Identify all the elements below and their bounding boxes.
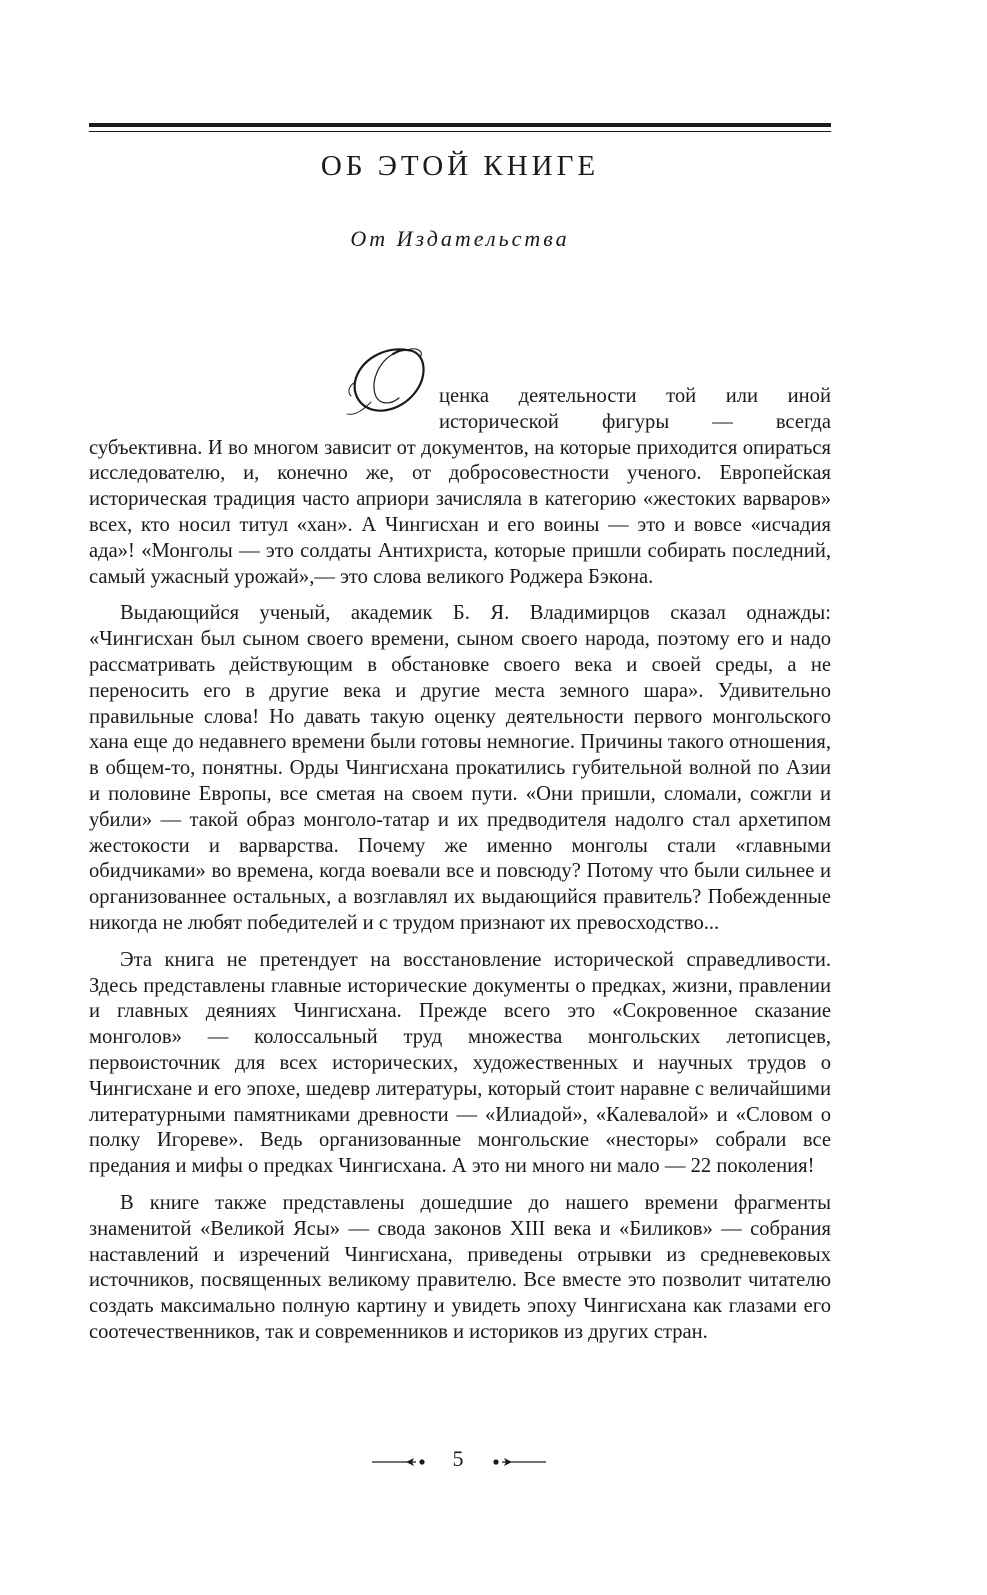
svg-text:О: О	[367, 347, 411, 413]
paragraph-1	[89, 347, 831, 590]
page-number: 5	[452, 1446, 464, 1471]
page-folio	[370, 1446, 550, 1476]
right-ornament-icon	[488, 1452, 548, 1472]
paragraph-3: Эта книга не претендует на восстановление исторической справедливости. Здесь представлены главные исторические документы о предках, жизни, правлении и главных деяниях Чингисхана. Прежде всего это «Сокровенное сказание монголов» — колоссальный труд множества монгольских летописцев, первоисточник для всех исторических, художественных и научных трудов о Чингисхане и его эпохе, шедевр литературы, который стоит наравне с величайшими литературными памятниками древности — «Илиадой», «Калевалой» и «Словом о полку Игореве». Ведь организованные монгольские «несторы» собрали все предания и мифы о предках Чингисхана. А это ни много ни мало — 22 поколения!	[89, 948, 831, 1178]
header-rule-thin	[89, 131, 831, 132]
drop-cap	[345, 344, 437, 418]
drop-cap-flourish-icon	[345, 344, 437, 418]
header-rule-thick	[89, 123, 831, 127]
paragraph-1-text: ценка деятельности той или иной исторической фигуры — всегда субъективна. И во многом зависит от документов, на которые приходится опираться исследователю, и, конечно же, от добросовестности ученого. Европейская историческая традиция часто априори зачисляла в категорию «жестоких варваров» всех, кто носил титул «хан». А Чингисхан и его воины — это и вовсе «исчадия ада»! «Монголы — это солдаты Антихриста, которые пришли собирать последний, самый ужасный урожай»,— это слова великого Роджера Бэкона.	[89, 385, 831, 588]
left-ornament-icon	[370, 1452, 430, 1472]
body-text	[89, 347, 831, 1357]
paragraph-2: Выдающийся ученый, академик Б. Я. Владимирцов сказал однажды: «Чингисхан был сыном своего времени, сыном своего народа, поэтому его и надо рассматривать действующим в обстановке своего века и своей среды, а не переносить его в другие века и другие места земного шара». Удивительно правильные слова! Но давать такую оценку деятельности первого монгольского хана еще до недавнего времени были готовы немногие. Причины такого отношения, в общем-то, понятны. Орды Чингисхана прокатились губительной волной по Азии и половине Европы, все сметая на своем пути. «Они пришли, сломали, сожгли и убили» — такой образ монголо-татар и их предводителя надолго стал архетипом жестокости и варварства. Почему же именно монголы стали «главными обидчиками» во времена, когда воевали все и повсюду? Потому что были сильнее и организованнее остальных, а возглавлял их выдающийся правитель? Побежденные никогда не любят победителей и с трудом признают их превосходство...	[89, 602, 831, 934]
chapter-subtitle: От Издательства	[350, 226, 570, 251]
paragraph-4: В книге также представлены дошедшие до нашего времени фрагменты знаменитой «Великой Ясы» — свода законов XIII века и «Биликов» — собрания наставлений и изречений Чингисхана, приведены отрывки из средневековых источников, посвященных великому правителю. Все вместе это позволит читателю создать максимально полную картину и увидеть эпоху Чингисхана как глазами его соотечественников, так и современников и историков из других стран.	[89, 1191, 831, 1343]
chapter-title: ОБ ЭТОЙ КНИГЕ	[320, 150, 600, 182]
